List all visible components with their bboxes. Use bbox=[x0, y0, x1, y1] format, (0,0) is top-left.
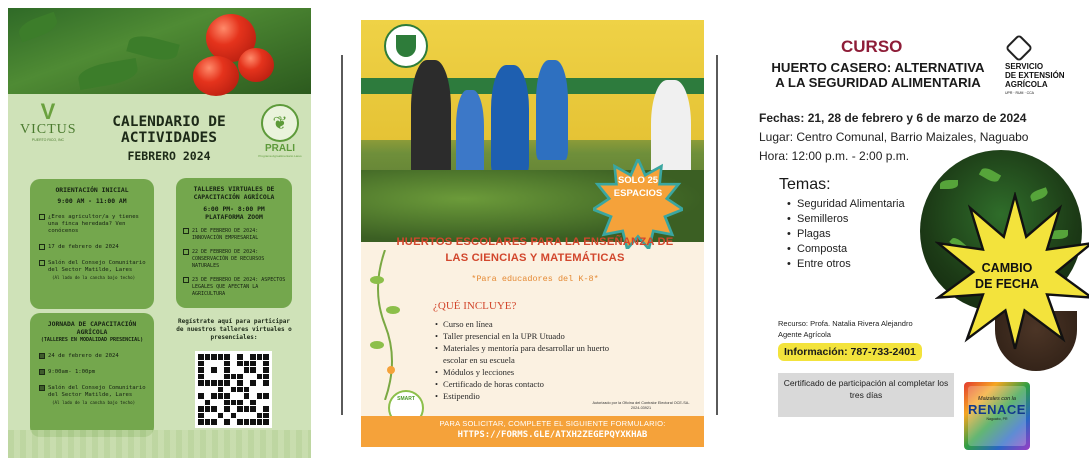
tomato-photo bbox=[8, 8, 311, 94]
list-item: • Seguridad Alimentaria bbox=[787, 197, 905, 212]
event-details: Fechas: 21, 28 de febrero y 6 de marzo de 2024 Lugar: Centro Comunal, Barrio Maizales, Naguabo Hora: 12:00 p.m. - 2:00 p.m. bbox=[759, 111, 1029, 163]
resource-person: Recurso: Profa. Natalia Rivera Alejandro Agente Agrícola bbox=[778, 319, 913, 339]
jornada-box: JORNADA DE CAPACITACIÓN AGRÍCOLA (TALLERES EN MODALIDAD PRESENCIAL) 24 de febrero de 2024 9:00am- 1:00pm Salón del Consejo Comunitario del Sector Matilde, Lares (Al lado de la cancha bajo techo) bbox=[30, 313, 154, 437]
checkbox-icon bbox=[39, 385, 45, 391]
signup-link[interactable]: HTTPS://FORMS.GLE/ATXH2ZEGEPQYXKHAB bbox=[457, 430, 648, 440]
temas-list bbox=[787, 197, 905, 272]
list-item: 9:00am- 1:00pm bbox=[38, 369, 146, 376]
signup-footer: PARA SOLICITAR, COMPLETE EL SIGUIENTE FORMULARIO: HTTPS://FORMS.GLE/ATXH2ZEGEPQYXKHAB bbox=[361, 416, 704, 447]
victus-logo: V VICTUS PUERTO RICO, INC bbox=[20, 99, 77, 142]
list-item: Salón del Consejo Comunitario del Sector Matilde, Lares (Al lado de la cancha bajo techo) bbox=[38, 260, 146, 281]
extension-logo: SERVICIO DE EXTENSIÓN AGRÍCOLA UPR · RUM · CCA bbox=[1005, 36, 1077, 95]
includes-heading: ¿QUÉ INCLUYE? bbox=[433, 300, 517, 312]
checkbox-icon bbox=[39, 260, 45, 266]
spots-badge: SOLO 25 ESPACIOS bbox=[613, 175, 663, 199]
orientacion-box: ORIENTACIÓN INICIAL 9:00 AM - 11:00 AM ¿Eres agricultor/a y tienes una finca heredada? Ven conócenos 17 de febrero de 2024 Salón del Consejo Comunitario del Sector Matilde, Lares (Al lado de la cancha bajo techo) bbox=[30, 179, 154, 309]
smart-logo: SMART bbox=[388, 390, 424, 426]
hand-leaf-icon: ❦ bbox=[261, 104, 299, 142]
temas-heading: Temas: bbox=[779, 176, 831, 193]
list-item: • Plagas bbox=[787, 227, 905, 242]
info-phone: Información: 787-733-2401 bbox=[778, 343, 922, 361]
authorization-note: Autorizado por la Oficina del Contralor Electoral OCE-SA-2024-03921 bbox=[592, 401, 690, 410]
list-item: 24 de febrero de 2024 bbox=[38, 353, 146, 360]
flyer-huertos-escolares bbox=[361, 20, 704, 447]
list-item: ¿Eres agricultor/a y tienes una finca heredada? Ven conócenos bbox=[38, 214, 146, 235]
school-logo bbox=[384, 24, 428, 68]
qr-code-icon[interactable] bbox=[195, 351, 272, 428]
checkbox-icon bbox=[39, 353, 45, 359]
certificate-note: Certificado de participación al completar los tres días bbox=[778, 373, 954, 417]
list-item: • Certificado de horas contacto bbox=[435, 378, 635, 390]
list-item: 22 DE FEBRERO DE 2024: CONSERVACIÓN DE RECURSOS NATURALES bbox=[182, 249, 286, 270]
list-item: 23 DE FEBRERO DE 2024: ASPECTOS LEGALES QUE AFECTAN LA AGRICULTURA bbox=[182, 277, 286, 298]
checkbox-icon bbox=[183, 228, 189, 234]
checkbox-icon bbox=[183, 249, 189, 255]
victus-leaf-icon: V bbox=[40, 99, 56, 124]
checkbox-icon bbox=[39, 244, 45, 250]
list-item: • Composta bbox=[787, 242, 905, 257]
page-title: HUERTOS ESCOLARES PARA LA ENSEÑANZA DE LAS CIENCIAS Y MATEMÁTICAS bbox=[396, 236, 674, 264]
list-item: • Taller presencial en la UPR Utuado bbox=[435, 330, 635, 342]
list-item: • Materiales y mentoría para desarrollar un huerto escolar en su escuela bbox=[435, 342, 635, 366]
page-title: CALENDARIO DE ACTIVIDADES FEBRERO 2024 bbox=[112, 114, 226, 163]
list-item: • Estipendio bbox=[435, 390, 635, 402]
subtitle: *Para educadores del K-8* bbox=[471, 274, 599, 284]
renace-logo: Maizales con la RENACE Naguabo, PR bbox=[964, 382, 1030, 450]
checkbox-icon bbox=[39, 369, 45, 375]
list-item: • Módulos y lecciones bbox=[435, 366, 635, 378]
includes-list bbox=[435, 318, 635, 402]
list-item: 21 DE FEBRERO DE 2024: INNOVACIÓN EMPRESARIAL bbox=[182, 228, 286, 242]
list-item: Salón del Consejo Comunitario del Sector Matilde, Lares (Al lado de la cancha bajo techo) bbox=[38, 385, 146, 406]
handshake-icon bbox=[1005, 34, 1033, 62]
register-text: Regístrate aquí para participar de nuestros talleres virtuales o presenciales: bbox=[176, 318, 292, 341]
prali-logo: ❦ PRALI Programa Agroalimentario Lares bbox=[256, 104, 304, 158]
heading: CURSO bbox=[841, 37, 903, 56]
flyer-calendario-actividades bbox=[8, 8, 311, 458]
page-title: HUERTO CASERO: ALTERNATIVA A LA SEGURIDAD ALIMENTARIA bbox=[771, 60, 985, 90]
flyer-huerto-casero bbox=[745, 22, 1080, 462]
talleres-box: TALLERES VIRTUALES DE CAPACITACIÓN AGRÍCOLA 6:00 PM- 8:00 PM PLATAFORMA ZOOM 21 DE FEBRERO DE 2024: INNOVACIÓN EMPRESARIAL 22 DE FEBRERO DE 2024: CONSERVACIÓN DE RECURSOS NATURALES 23 DE FEBRERO DE 2024: ASPECTOS LEGALES QUE AFECTAN LA AGRICULTURA bbox=[176, 178, 292, 308]
vine-icon bbox=[367, 250, 403, 400]
divider bbox=[341, 55, 343, 415]
date-change-badge: CAMBIO DE FECHA bbox=[975, 261, 1039, 291]
list-item: • Curso en línea bbox=[435, 318, 635, 330]
checkbox-icon bbox=[183, 277, 189, 283]
list-item: • Semilleros bbox=[787, 212, 905, 227]
list-item: • Entre otros bbox=[787, 257, 905, 272]
divider bbox=[716, 55, 718, 415]
list-item: 17 de febrero de 2024 bbox=[38, 244, 146, 251]
decorative-footer bbox=[8, 430, 311, 458]
checkbox-icon bbox=[39, 214, 45, 220]
